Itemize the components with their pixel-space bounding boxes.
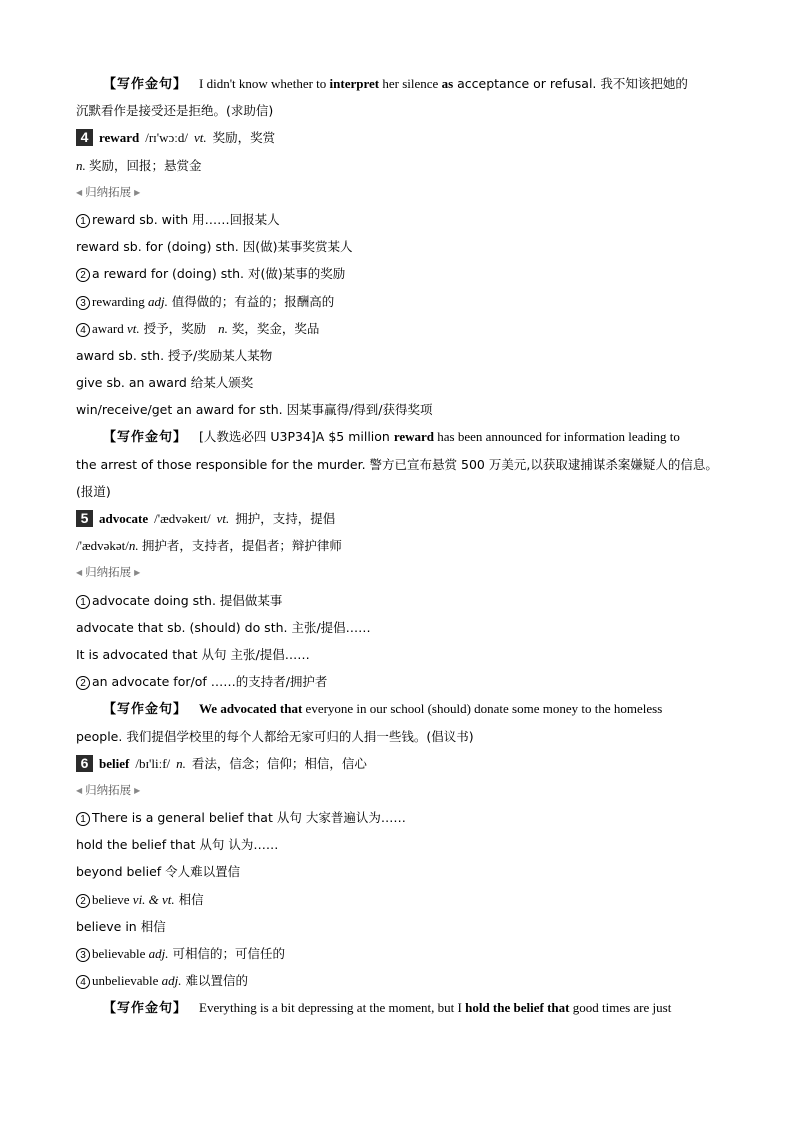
word-entry-reward: 4 reward /rɪ'wɔːd/ vt. 奖励，奖赏 xyxy=(76,124,718,151)
summary-header: ◀ 归纳拓展 ▶ xyxy=(76,777,718,804)
list-item: award sb. sth. 授予/奖励某人某物 xyxy=(76,347,273,363)
headword: belief xyxy=(99,755,130,771)
entry-number: 5 xyxy=(76,510,93,527)
list-item: It is advocated that 从句 主张/提倡…… xyxy=(76,646,310,662)
writing-sentence: 【写作金句】 [人教选必四 U3P34]A $5 million reward has been announced for information leading to xyxy=(103,429,680,446)
writing-sentence: 【写作金句】 Everything is a bit depressing at the moment, but I hold the belief that good times are just xyxy=(103,1000,672,1017)
list-item: 3 rewarding adj. 值得做的；有益的；报酬高的 xyxy=(76,288,718,315)
word-entry-advocate: 5 advocate /'ædvəkeɪt/ vt. 拥护，支持，提倡 xyxy=(76,505,718,532)
list-item: 2 a reward for (doing) sth. 对(做)某事的奖励 xyxy=(76,260,718,287)
writing-sentence-cont: (报道) xyxy=(76,483,111,499)
list-item: 1 There is a general belief that 从句 大家普遍认为…… xyxy=(76,804,718,831)
headword: reward xyxy=(99,130,140,146)
list-item: 1 advocate doing sth. 提倡做某事 xyxy=(76,587,718,614)
list-item: believe in 相信 xyxy=(76,918,166,934)
writing-sentence: 【写作金句】 I didn't know whether to interpret her silence as acceptance or refusal. 我不知该把她的 xyxy=(103,76,688,92)
writing-label: 【写作金句】 xyxy=(103,77,188,92)
triangle-right-icon: ▶ xyxy=(134,785,141,795)
writing-sentence: 【写作金句】 We advocated that everyone in our school (should) donate some money to the homeless xyxy=(103,701,663,718)
triangle-left-icon: ◀ xyxy=(76,187,83,197)
list-item: give sb. an award 给某人颁奖 xyxy=(76,375,254,391)
sense-line: /'ædvəkət/n. 拥护者，支持者，提倡者；辩护律师 xyxy=(76,538,342,554)
triangle-left-icon: ◀ xyxy=(76,568,83,578)
summary-header: ◀ 归纳拓展 ▶ xyxy=(76,179,718,206)
list-item: 3 believable adj. 可相信的；可信任的 xyxy=(76,940,718,967)
writing-sentence-cont: 沉默看作是接受还是拒绝。(求助信) xyxy=(76,103,274,119)
triangle-right-icon: ▶ xyxy=(134,187,141,197)
document-page xyxy=(76,70,718,1022)
list-item: beyond belief 令人难以置信 xyxy=(76,864,241,880)
writing-sentence-cont: the arrest of those responsible for the murder. 警方已宣布悬赏 500 万美元,以获取逮捕谋杀案嫌疑人的信息。 xyxy=(76,456,718,472)
list-item: 2 believe vi. & vt. 相信 xyxy=(76,886,718,913)
entry-number: 6 xyxy=(76,755,93,772)
triangle-left-icon: ◀ xyxy=(76,785,83,795)
list-item: hold the belief that 从句 认为…… xyxy=(76,837,279,853)
list-item: 1 reward sb. with 用……回报某人 xyxy=(76,206,718,233)
sense-line: n. 奖励，回报；悬赏金 xyxy=(76,157,202,173)
phonetic: /'ædvəkeɪt/ xyxy=(154,511,211,526)
list-item: 2 an advocate for/of ……的支持者/拥护者 xyxy=(76,668,718,695)
entry-number: 4 xyxy=(76,129,93,146)
phonetic: /bɪ'liːf/ xyxy=(135,755,171,771)
list-item: reward sb. for (doing) sth. 因(做)某事奖赏某人 xyxy=(76,239,353,255)
writing-sentence-cont: people. 我们提倡学校里的每个人都给无家可归的人捐一些钱。(倡议书) xyxy=(76,728,474,744)
word-entry-belief: 6 belief /bɪ'liːf/ n. 看法，信念；信仰；相信，信心 xyxy=(76,750,718,777)
phonetic: /rɪ'wɔːd/ xyxy=(145,130,188,146)
list-item: win/receive/get an award for sth. 因某事赢得/得到/获得奖项 xyxy=(76,402,433,418)
list-item: 4 unbelievable adj. 难以置信的 xyxy=(76,967,718,994)
headword: advocate xyxy=(99,511,149,526)
summary-header: ◀ 归纳拓展 ▶ xyxy=(76,559,718,586)
list-item: 4 award vt. 授予，奖励 n. 奖，奖金，奖品 xyxy=(76,315,718,342)
list-item: advocate that sb. (should) do sth. 主张/提倡…… xyxy=(76,619,371,635)
triangle-right-icon: ▶ xyxy=(134,568,141,578)
